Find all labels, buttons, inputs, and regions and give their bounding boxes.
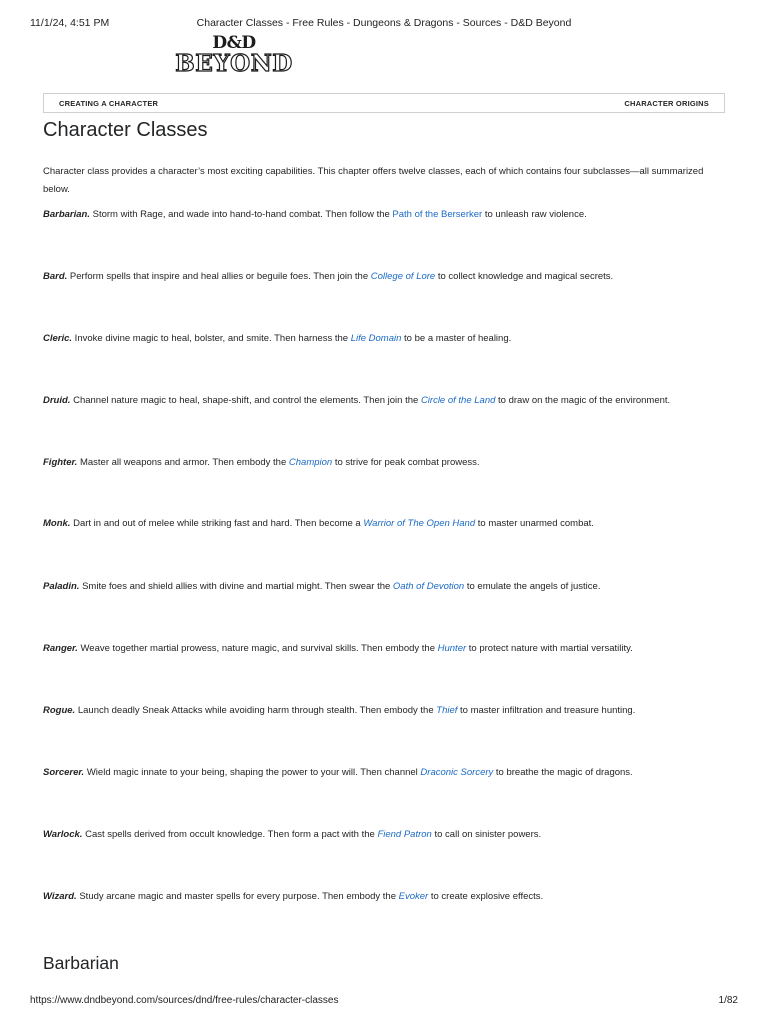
class-description: Invoke divine magic to heal, bolster, and smite. Then harness the (72, 333, 351, 344)
intro-paragraph: Character class provides a character’s most exciting capabilities. This chapter offers twelve classes, each of which contains four subclasses—all summarized below. (43, 166, 704, 195)
class-description-end: to draw on the magic of the environment. (495, 395, 671, 406)
class-description: Storm with Rage, and wade into hand-to-hand combat. Then follow the (90, 209, 393, 220)
section-heading-barbarian: Barbarian (43, 953, 119, 973)
subclass-link-champion[interactable]: Champion (288, 457, 333, 468)
class-summary-cleric (43, 332, 743, 346)
logo-dnd-text: D&D (212, 33, 256, 53)
class-description: Dart in and out of melee while striking fast and hard. Then become a (70, 518, 364, 529)
subclass-link-thief[interactable]: Thief (436, 705, 458, 716)
class-name: Cleric. (43, 333, 73, 344)
class-description-end: to be a master of healing. (401, 333, 512, 344)
print-footer (30, 995, 738, 1009)
class-name: Rogue. (43, 705, 76, 716)
class-name: Fighter. (43, 457, 78, 468)
class-description: Smite foes and shield allies with divine and martial might. Then swear the (79, 581, 393, 592)
page-title: Character Classes (43, 119, 208, 141)
class-summary-rogue (43, 704, 743, 718)
class-name: Monk. (43, 518, 71, 529)
class-description-end: to breathe the magic of dragons. (493, 767, 633, 778)
class-description-end: to call on sinister powers. (431, 829, 542, 840)
print-header (30, 17, 738, 31)
class-description: Weave together martial prowess, nature magic, and survival skills. Then embody the (77, 643, 438, 654)
subclass-link-life-domain[interactable]: Life Domain (350, 333, 402, 344)
class-summary-paladin (43, 580, 743, 594)
class-description: Launch deadly Sneak Attacks while avoiding harm through stealth. Then embody the (75, 705, 437, 716)
class-summary-monk (43, 517, 743, 531)
class-description-end: to collect knowledge and magical secrets. (435, 271, 614, 282)
print-page-title: Character Classes - Free Rules - Dungeons & Dragons - Sources - D&D Beyond (196, 17, 572, 29)
class-description: Study arcane magic and master spells for every purpose. Then embody the (76, 891, 399, 902)
dnd-beyond-logo[interactable] (166, 34, 302, 80)
subclass-link-hunter[interactable]: Hunter (437, 643, 467, 654)
class-summary-wizard (43, 890, 743, 904)
class-summary-ranger (43, 642, 743, 656)
class-description-end: to create explosive effects. (428, 891, 544, 902)
prev-chapter-link[interactable]: CREATING A CHARACTER (59, 99, 159, 108)
class-name: Sorcerer. (43, 767, 85, 778)
next-chapter-link[interactable]: CHARACTER ORIGINS (624, 99, 709, 108)
subclass-link-path-of-the-berserker[interactable]: Path of the Berserker (392, 209, 483, 220)
class-summary-bard (43, 270, 743, 284)
class-name: Druid. (43, 395, 71, 406)
class-name: Paladin. (43, 581, 80, 592)
class-description-end: to strive for peak combat prowess. (332, 457, 480, 468)
print-page-number: 1/82 (718, 995, 738, 1006)
chapter-nav (43, 93, 725, 113)
class-description: Cast spells derived from occult knowledge. Then form a pact with the (82, 829, 378, 840)
class-description: Wield magic innate to your being, shaping the power to your will. Then channel (84, 767, 421, 778)
class-description-end: to master infiltration and treasure hunting. (457, 705, 636, 716)
class-summary-sorcerer (43, 766, 743, 780)
subclass-link-evoker[interactable]: Evoker (398, 891, 429, 902)
class-summary-warlock (43, 828, 743, 842)
class-summary-barbarian (43, 208, 743, 222)
class-description-end: to emulate the angels of justice. (464, 581, 601, 592)
class-description: Perform spells that inspire and heal allies or beguile foes. Then join the (67, 271, 371, 282)
subclass-link-circle-of-the-land[interactable]: Circle of the Land (420, 395, 496, 406)
class-description-end: to master unarmed combat. (475, 518, 594, 529)
subclass-link-fiend-patron[interactable]: Fiend Patron (377, 829, 432, 840)
class-name: Wizard. (43, 891, 77, 902)
class-name: Ranger. (43, 643, 78, 654)
print-url: https://www.dndbeyond.com/sources/dnd/free-rules/character-classes (30, 995, 339, 1006)
logo-beyond-text: BEYOND (175, 50, 293, 77)
subclass-link-warrior-of-the-open-hand[interactable]: Warrior of The Open Hand (363, 518, 476, 529)
subclass-link-draconic-sorcery[interactable]: Draconic Sorcery (420, 767, 494, 778)
class-description-end: to protect nature with martial versatility. (466, 643, 633, 654)
class-summary-druid (43, 394, 743, 408)
class-summary-fighter (43, 456, 743, 470)
subclass-link-college-of-lore[interactable]: College of Lore (370, 271, 436, 282)
class-description: Channel nature magic to heal, shape-shift, and control the elements. Then join the (70, 395, 421, 406)
print-datetime: 11/1/24, 4:51 PM (30, 17, 110, 29)
class-name: Warlock. (43, 829, 83, 840)
subclass-link-oath-of-devotion[interactable]: Oath of Devotion (392, 581, 465, 592)
class-description: Master all weapons and armor. Then embody the (77, 457, 289, 468)
class-name: Barbarian. (43, 209, 90, 220)
class-description-end: to unleash raw violence. (482, 209, 587, 220)
class-name: Bard. (43, 271, 68, 282)
